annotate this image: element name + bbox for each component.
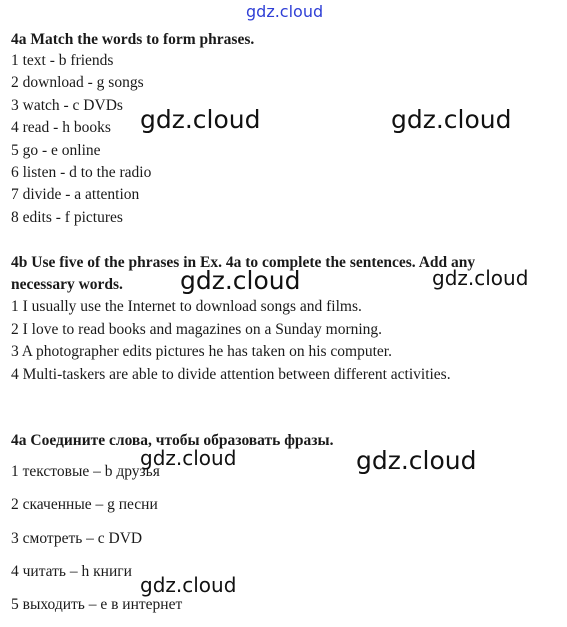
phrase-item: 6 listen - d to the radio xyxy=(11,164,152,181)
phrase-item-ru: 3 смотреть – c DVD xyxy=(11,530,143,547)
phrase-item-ru: 4 читать – h книги xyxy=(11,563,132,580)
watermark: gdz.cloud xyxy=(180,266,301,295)
watermark: gdz.cloud xyxy=(356,446,477,475)
phrase-item: 2 download - g songs xyxy=(11,74,144,91)
phrase-item: 7 divide - a attention xyxy=(11,186,140,203)
exercise-4b-heading-line1: 4b Use five of the phrases in Ex. 4a to complete the sentences. Add any xyxy=(11,254,476,271)
watermark: gdz.cloud xyxy=(391,105,512,134)
phrase-item-ru: 1 текстовые – b друзья xyxy=(11,463,160,480)
watermark: gdz.cloud xyxy=(140,573,237,597)
sentence: 1 I usually use the Internet to download songs and films. xyxy=(11,298,362,315)
phrase-item: 5 go - e online xyxy=(11,142,101,159)
exercise-4a-heading: 4a Match the words to form phrases. xyxy=(11,31,255,48)
watermark-top: gdz.cloud xyxy=(246,2,324,21)
watermark: gdz.cloud xyxy=(140,446,237,470)
sentence: 4 Multi-taskers are able to divide attention between different activities. xyxy=(11,366,451,383)
phrase-item: 1 text - b friends xyxy=(11,52,114,69)
watermark: gdz.cloud xyxy=(140,105,261,134)
phrase-item-ru: 5 выходить – e в интернет xyxy=(11,596,183,613)
phrase-item: 3 watch - c DVDs xyxy=(11,97,123,114)
sentence: 3 A photographer edits pictures he has taken on his computer. xyxy=(11,343,392,360)
exercise-4b-heading-line2: necessary words. xyxy=(11,276,123,293)
exercise-4a-ru-heading: 4а Соедините слова, чтобы образовать фразы. xyxy=(11,432,334,449)
phrase-item-ru: 2 скаченные – g песни xyxy=(11,496,158,513)
phrase-item: 8 edits - f pictures xyxy=(11,209,123,226)
watermark: gdz.cloud xyxy=(432,266,529,290)
phrase-item: 4 read - h books xyxy=(11,119,111,136)
sentence: 2 I love to read books and magazines on a Sunday morning. xyxy=(11,321,383,338)
